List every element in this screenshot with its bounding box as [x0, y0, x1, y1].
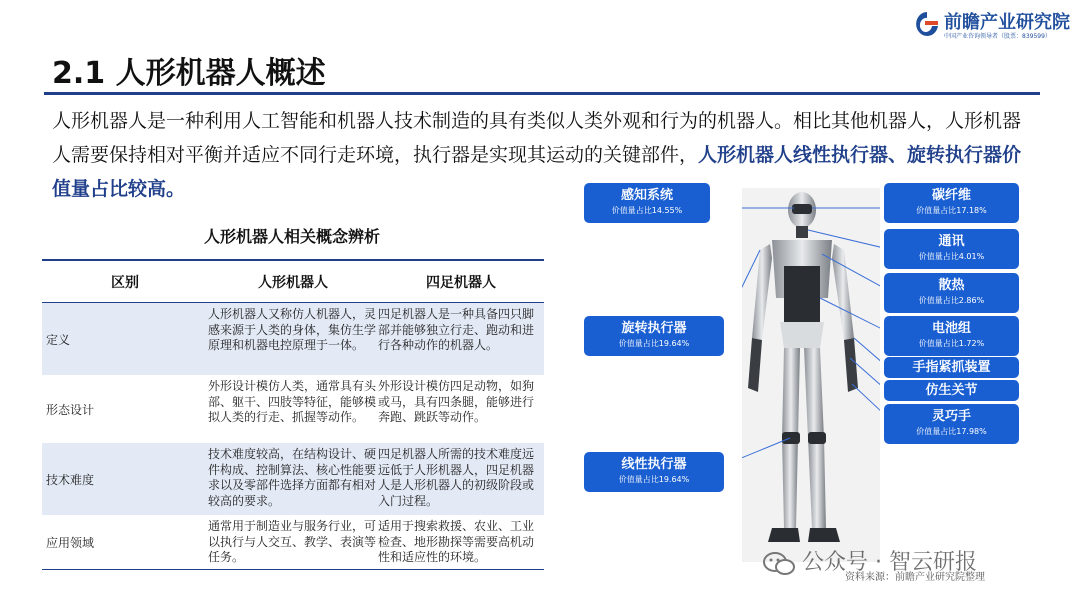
row-label: 技术难度	[46, 472, 95, 487]
tag-value: 价值量占比1.72%	[918, 339, 985, 348]
title-divider	[44, 92, 1040, 95]
humanoid-cell: 人形机器人又称仿人机器人，灵感来源于人类的身体，集仿生学原理和机器电控原理于一体。	[208, 307, 377, 352]
tag-carbon-fiber	[884, 183, 1019, 223]
row-label: 形态设计	[46, 402, 95, 417]
logo-name: 前瞻产业研究院	[944, 12, 1070, 33]
tag-value: 价值量占比14.55%	[611, 206, 683, 215]
humanoid-cell: 外形设计模仿人类，通常具有头部、躯干、四肢等特征，能够模拟人类的行走、抓握等动作。	[208, 379, 377, 424]
tag-name: 线性执行器	[621, 457, 687, 472]
logo-subtitle: 中国产业咨询领导者（股票：839599）	[944, 33, 1051, 40]
tag-dexterous-hand	[884, 404, 1019, 444]
logo-mark-icon	[914, 10, 940, 38]
intro-highlight: 人形机器人线性执行器、旋转执行器价值量占比较高。	[52, 144, 1022, 200]
tag-value: 价值量占比19.64%	[618, 339, 690, 348]
humanoid-cell: 技术难度较高，在结构设计、硬件构成、控制算法、核心性能要求以及零部件选择方面都有相对较高的要求。	[208, 447, 377, 508]
tag-rotary-actuator	[584, 316, 724, 356]
quadruped-cell: 外形设计模仿四足动物，如狗或马，具有四条腿，能够进行奔跑、跳跃等动作。	[378, 379, 535, 424]
humanoid-cell: 通常用于制造业与服务行业，可以执行与人交互、教学、表演等任务。	[208, 519, 377, 564]
tag-value: 价值量占比19.64%	[618, 475, 690, 484]
humanoid-robot-illustration	[742, 188, 880, 562]
page-title: 2.1 人形机器人概述	[52, 56, 326, 91]
quadruped-cell: 适用于搜索救援、农业、工业检查、地形勘探等需要高机动性和适应性的环境。	[378, 519, 535, 564]
tag-name: 灵巧手	[931, 409, 971, 424]
tag-battery-pack	[884, 316, 1019, 356]
header-humanoid: 人形机器人	[258, 274, 328, 291]
tag-value: 价值量占比4.01%	[918, 252, 985, 261]
tag-name: 电池组	[931, 321, 971, 336]
tag-name: 碳纤维	[931, 188, 971, 203]
table-row	[42, 375, 544, 443]
quadruped-cell: 四足机器人所需的技术难度远远低于人形机器人，四足机器人是人形机器人的初级阶段或入门过程。	[378, 447, 535, 508]
tag-name: 散热	[938, 278, 965, 293]
row-label: 应用领域	[46, 535, 95, 550]
watermark-text: 公众号 · 智云研报	[802, 550, 977, 575]
brand-logo	[914, 8, 1074, 42]
tag-cooling	[884, 273, 1019, 313]
tag-bionic-joint	[884, 380, 1019, 401]
tag-communication	[884, 229, 1019, 269]
wechat-icon	[762, 550, 796, 578]
quadruped-cell: 四足机器人是一种具备四只脚部并能够独立行走、跑动和进行各种动作的机器人。	[378, 307, 535, 352]
comparison-table	[42, 259, 544, 570]
tag-name: 旋转执行器	[621, 321, 687, 336]
tag-name: 仿生关节	[925, 383, 978, 398]
tag-value: 价值量占比2.86%	[918, 296, 985, 305]
row-label: 定义	[46, 332, 71, 347]
tag-value: 价值量占比17.98%	[916, 427, 987, 436]
table-row	[42, 515, 544, 569]
source-note: 资料来源：前瞻产业研究院整理	[845, 572, 985, 583]
tag-value: 价值量占比17.18%	[916, 206, 987, 215]
tag-name: 通讯	[938, 234, 965, 249]
tag-linear-actuator	[584, 452, 724, 492]
table-title: 人形机器人相关概念辨析	[203, 227, 380, 246]
intro-text: 人形机器人是一种利用人工智能和机器人技术制造的具有类似人类外观和行为的机器人。相比其他机器人，人形机器人需要保持相对平衡并适应不同行走环境，执行器是实现其运动的关键部件，	[52, 110, 1022, 166]
tag-perception-system	[584, 183, 710, 223]
tag-name: 手指紧抓装置	[912, 360, 991, 375]
tag-finger-gripper	[884, 357, 1019, 378]
table-row	[42, 303, 544, 375]
header-quadruped: 四足机器人	[426, 274, 496, 291]
table-row	[42, 443, 544, 515]
table-header	[42, 261, 544, 303]
header-difference: 区别	[111, 274, 139, 291]
tag-name: 感知系统	[620, 188, 673, 203]
